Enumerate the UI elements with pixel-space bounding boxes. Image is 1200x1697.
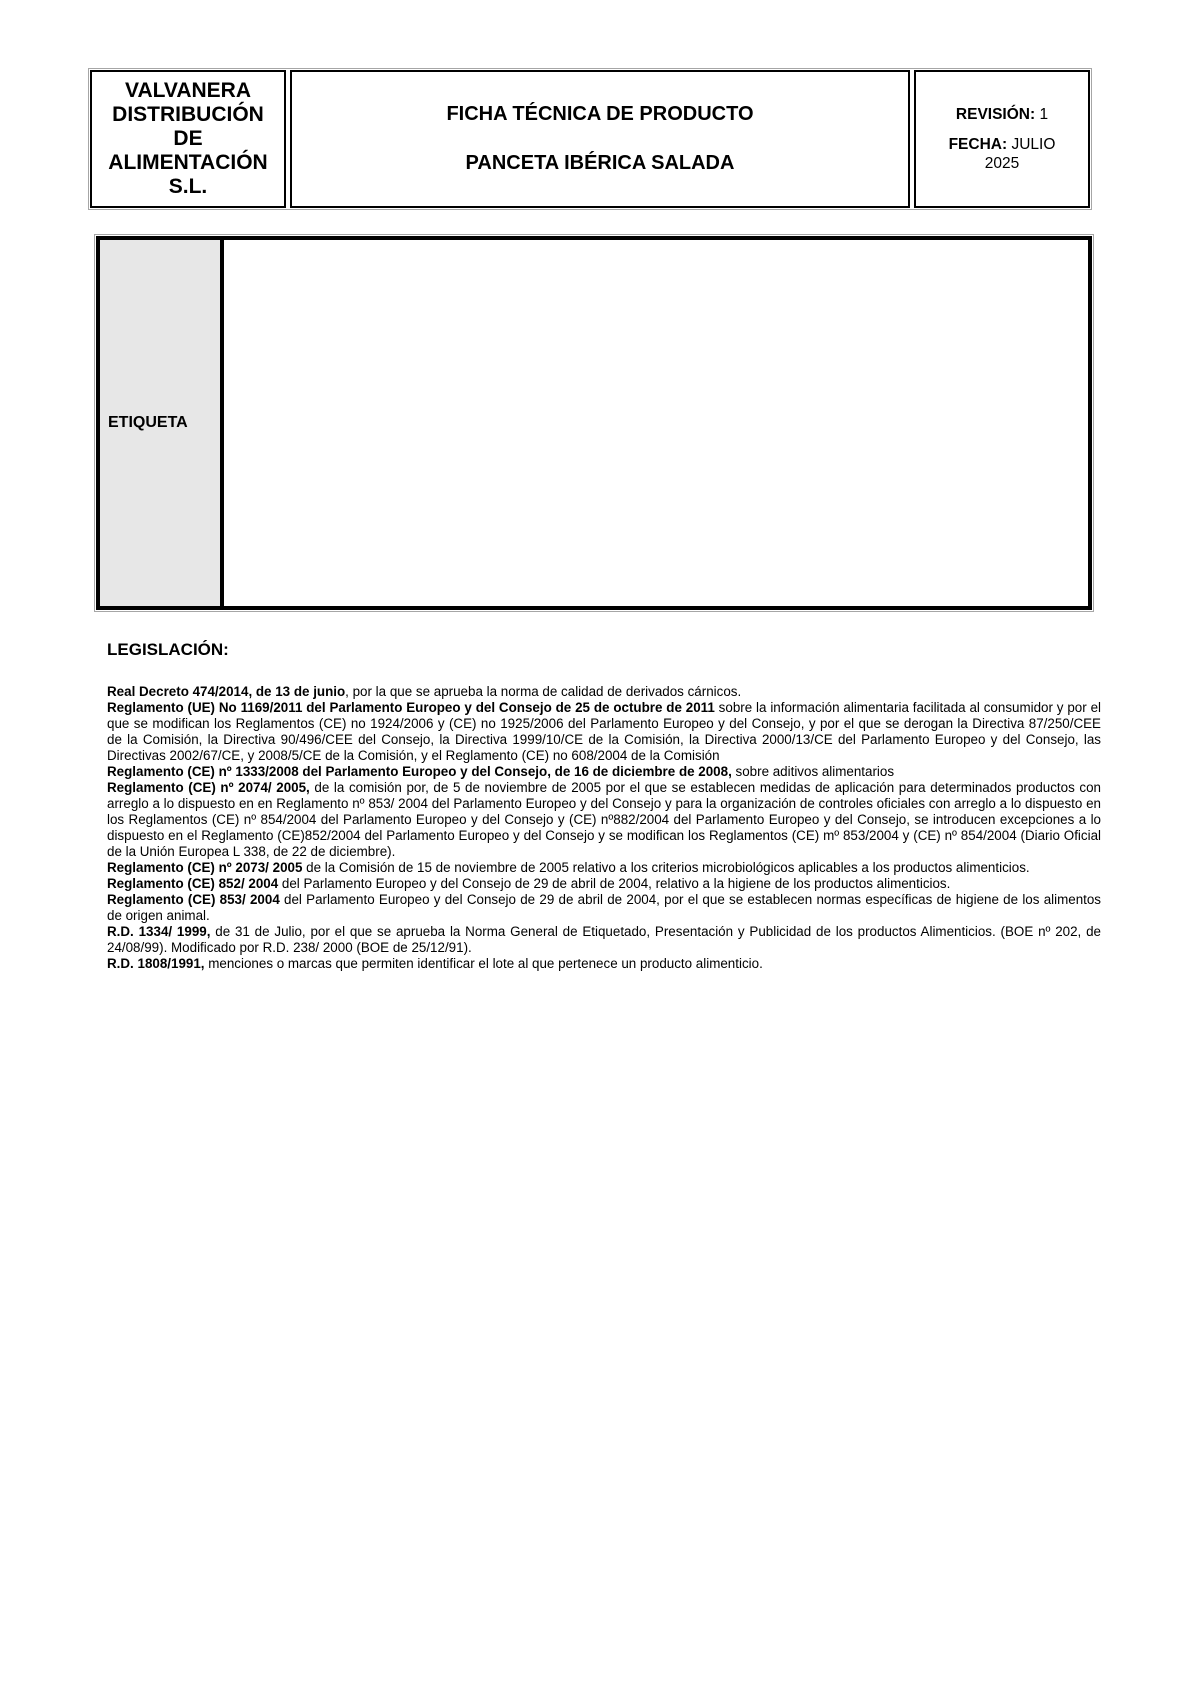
fecha-label: FECHA:: [948, 136, 1008, 153]
legislation-item-lead: Real Decreto 474/2014, de 13 de junio: [107, 684, 346, 699]
product-name: PANCETA IBÉRICA SALADA: [465, 152, 735, 174]
legislation-item: [107, 876, 1101, 892]
document-title: FICHA TÉCNICA DE PRODUCTO: [446, 103, 754, 125]
legislation-item-text: sobre la información alimentaria facilitada al consumidor y por el que se modifican los Reglamentos (CE) no 1924/2006 y (CE) no 1925/2006 del Parlamento Europeo y del Consejo, y por el que se derogan la Directiva 87/250/CEE de la Comisión, la Directiva 90/496/CEE del Consejo, la Directiva 1999/10/CE de la Comisión, la Directiva 2000/13/CE del Parlamento Europeo y del Consejo, las Directivas 2002/67/CE, y 2008/5/CE de la Comisión, y el Reglamento (CE) no 608/2004 de la Comisión: [107, 700, 1101, 763]
document-title-box: [290, 70, 910, 208]
legislation-item-lead: Reglamento (CE) nº 2074/ 2005,: [107, 780, 310, 795]
legislation-item-text: del Parlamento Europeo y del Consejo de 29 de abril de 2004, relativo a la higiene de los productos alimenticios.: [278, 876, 951, 891]
company-name-line: VALVANERA: [125, 79, 251, 102]
legislation-item-text: de la comisión por, de 5 de noviembre de 2005 por el que se establecen medidas de aplicación para determinados productos con arreglo a lo dispuesto en en Reglamento nº 853/ 2004 del Parlamento Europeo y del Consejo y para la organización de controles oficiales con arreglo a lo dispuesto en los Reglamentos (CE) nº 854/2004 del Parlamento Europeo y del Consejo y (CE) nº882/2004 del Parlamento Europeo y del Consejo, se introducen excepciones a lo dispuesto en el Reglamento (CE)852/2004 del Parlamento Europeo y del Consejo y se modifican los Reglamentos (CE) mº 853/2004 y (CE) nº 854/2004 (Diario Oficial de la Unión Europea L 338, de 22 de diciembre).: [107, 780, 1101, 859]
legislation-item: [107, 924, 1101, 956]
etiqueta-section: [94, 234, 1094, 612]
legislation-section: [107, 640, 1101, 972]
legislation-item-lead: R.D. 1334/ 1999,: [107, 924, 211, 939]
legislation-item-lead: Reglamento (CE) 852/ 2004: [107, 876, 279, 891]
legislation-heading: LEGISLACIÓN:: [107, 640, 229, 659]
company-name: [90, 70, 286, 208]
legislation-item-lead: Reglamento (UE) No 1169/2011 del Parlamento Europeo y del Consejo de 25 de octubre de 2011: [107, 700, 715, 715]
legislation-item-text: sobre aditivos alimentarios: [731, 764, 895, 779]
legislation-item: [107, 780, 1101, 860]
etiqueta-label-cell: [100, 240, 224, 606]
legislation-item-lead: Reglamento (CE) 853/ 2004: [107, 892, 280, 907]
legislation-item-lead: Reglamento (CE) nº 1333/2008 del Parlamento Europeo y del Consejo, de 16 de diciembre de 2008,: [107, 764, 732, 779]
etiqueta-label: ETIQUETA: [108, 414, 188, 431]
legislation-item-text: de 31 de Julio, por el que se aprueba la Norma General de Etiquetado, Presentación y Publicidad de los productos Alimenticios. (BOE nº 202, de 24/08/99). Modificado por R.D. 238/ 2000 (BOE de 25/12/91).: [107, 924, 1101, 955]
legislation-item-text: , por la que se aprueba la norma de calidad de derivados cárnicos.: [345, 684, 742, 699]
legislation-item-lead: R.D. 1808/1991,: [107, 956, 205, 971]
legislation-item-lead: Reglamento (CE) nº 2073/ 2005: [107, 860, 303, 875]
legislation-item: [107, 860, 1101, 876]
legislation-item-text: de la Comisión de 15 de noviembre de 2005 relativo a los criterios microbiológicos aplicables a los productos alimenticios.: [302, 860, 1030, 875]
revision-box: [914, 70, 1090, 208]
revision-info: [931, 105, 1073, 173]
fecha-value: JULIO 2025: [984, 136, 1056, 172]
company-name-line: ALIMENTACIÓN: [108, 151, 268, 174]
legislation-item-text: del Parlamento Europeo y del Consejo de 29 de abril de 2004, por el que se establecen normas específicas de higiene de los alimentos de origen animal.: [107, 892, 1102, 923]
company-name-line: S.L.: [168, 175, 208, 198]
legislation-item: [107, 700, 1101, 764]
fecha-line: [931, 135, 1073, 173]
legislation-item: [107, 764, 1101, 780]
revision-label: REVISIÓN:: [955, 106, 1036, 123]
etiqueta-box: [96, 236, 1092, 610]
legislation-item-text: menciones o marcas que permiten identificar el lote al que pertenece un producto alimenticio.: [204, 956, 763, 971]
company-name-line: DE: [173, 127, 203, 150]
document-header: [88, 68, 1092, 210]
legislation-item: [107, 956, 1101, 972]
revision-line: [931, 105, 1073, 124]
etiqueta-image-placeholder: [224, 240, 1088, 606]
legislation-item: [107, 684, 1101, 700]
company-name-line: DISTRIBUCIÓN: [112, 103, 264, 126]
legislation-item: [107, 892, 1101, 924]
revision-value: 1: [1035, 106, 1049, 123]
